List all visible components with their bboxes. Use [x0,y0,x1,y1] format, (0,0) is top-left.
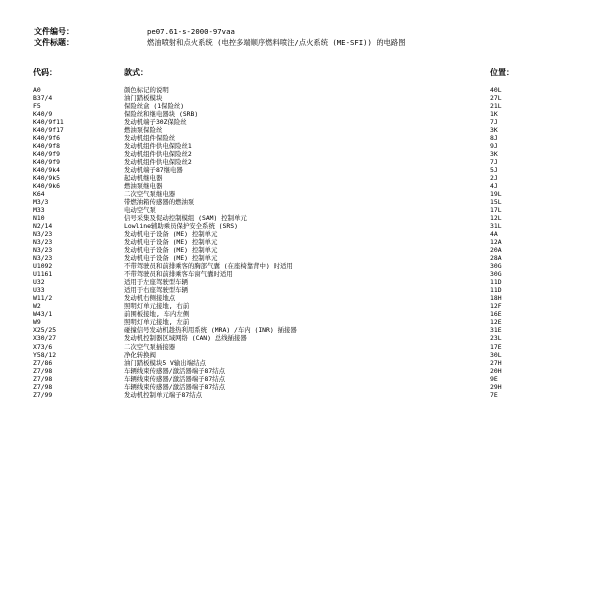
row-text: Lowline辅助乘员保护安全系统 (SRS) [124,222,238,231]
row-position: 12F [490,302,502,311]
row-position: 16E [490,310,502,319]
row-position: 7J [490,118,498,127]
table-row [0,383,602,391]
row-code: K40/9k4 [33,166,60,175]
row-position: 3K [490,126,498,135]
table-row [0,102,602,110]
row-code: X25/25 [33,326,57,335]
table-row [0,262,602,270]
row-text: 油门踏板模块5 V输出端结点 [124,358,206,367]
row-position: 30G [490,270,502,279]
row-code: N3/23 [33,254,53,263]
row-code: Y58/12 [33,350,57,359]
table-row [0,310,602,318]
table-row [0,86,602,94]
row-code: M33 [33,206,45,215]
row-text: 发动机端子30Z保险丝 [124,118,187,127]
row-code: N2/14 [33,222,53,231]
table-row [0,94,602,102]
table-row [0,174,602,182]
table-row [0,222,602,230]
row-text: 发动机组件供电保险丝2 [124,150,192,159]
row-position: 21L [490,102,502,111]
row-code: N3/23 [33,246,53,255]
row-position: 27L [490,94,502,103]
row-code: B37/4 [33,94,53,103]
row-code: K40/9f11 [33,118,64,127]
row-text: 颜色标记的说明 [124,86,169,94]
row-code: W9 [33,318,41,327]
row-code: F5 [33,102,41,111]
row-code: W43/1 [33,310,53,319]
table-row [0,367,602,375]
row-position: 15L [490,198,502,207]
row-code: N10 [33,214,45,223]
row-position: 17L [490,206,502,215]
row-text: 发动机电子设备 (ME) 控制单元 [124,238,218,247]
row-text: 发动机右侧接地点 [124,294,176,303]
row-position: 40L [490,86,502,94]
row-text: 信号采集及促动控制模组 (SAM) 控制单元 [124,214,247,223]
doc-number-label: 文件编号： [34,27,74,36]
column-header-code: 代码： [33,68,57,77]
row-position: 4J [490,182,498,191]
table-row [0,118,602,126]
row-code: K40/9f9 [33,150,60,159]
row-text: 二次空气泵继电器 [124,190,176,199]
table-row [0,343,602,351]
table-row [0,198,602,206]
row-position: 7E [490,390,498,399]
row-position: 4A [490,230,498,239]
row-position: 31E [490,326,502,335]
table-row [0,391,602,399]
table-row [0,126,602,134]
row-code: U33 [33,286,45,295]
table-row [0,318,602,326]
row-position: 8J [490,134,498,143]
row-text: 发动机组件供电保险丝2 [124,158,192,167]
row-code: K40/9f17 [33,126,64,135]
table-row [0,158,602,166]
row-position: 3K [490,150,498,159]
row-code: K40/9k6 [33,182,60,191]
row-code: A0 [33,86,41,94]
table-row [0,142,602,150]
row-text: 净化转换阀 [124,350,156,359]
row-text: 燃油泵保险丝 [124,126,163,135]
table-row [0,230,602,238]
column-header-position: 位置： [490,68,514,77]
table-row [0,294,602,302]
row-code: K40/9k5 [33,174,60,183]
doc-number-value: pe07.61-s-2000-97vaa [147,27,235,36]
table-row [0,359,602,367]
row-position: 9J [490,142,498,151]
row-code: K64 [33,190,45,199]
row-text: 起动机继电器 [124,174,163,183]
table-row [0,134,602,142]
row-code: U32 [33,278,45,287]
row-text: 车辆线束传感器/激活器端子87结点 [124,382,226,391]
row-position: 5J [490,166,498,175]
row-text: 适用于右座驾驶型车辆 [124,286,188,295]
table-row [0,150,602,158]
component-list [0,86,602,399]
row-code: U1092 [33,262,53,271]
table-row [0,286,602,294]
table-row [0,254,602,262]
row-text: 电动空气泵 [124,206,156,215]
row-text: 不带驾驶员和前排乘客的胸部气囊 (在座椅靠背中) 时适用 [124,262,293,271]
row-text: 保险丝和继电器块 (SRB) [124,110,199,119]
row-position: 12E [490,318,502,327]
row-position: 7J [490,158,498,167]
table-row [0,334,602,342]
row-code: K40/9 [33,110,53,119]
row-code: K40/9f9 [33,158,60,167]
row-text: 发动机组件供电保险丝1 [124,142,192,151]
row-text: 带燃油箱传感器的燃油泵 [124,198,195,207]
row-position: 12A [490,238,502,247]
table-row [0,326,602,334]
row-code: Z7/98 [33,374,53,383]
table-row [0,302,602,310]
row-text: 发动机电子设备 (ME) 控制单元 [124,246,218,255]
row-text: 前围板接地, 车内左侧 [124,310,190,319]
row-position: 2J [490,174,498,183]
row-code: Z7/99 [33,390,53,399]
doc-title-label: 文件标题： [34,38,74,47]
table-row [0,246,602,254]
row-code: K40/9f8 [33,142,60,151]
row-text: 发动机组件保险丝 [124,134,176,143]
row-text: 照明灯单元接地, 左前 [124,318,190,327]
row-position: 28A [490,254,502,263]
row-text: 车辆线束传感器/激活器端子87结点 [124,366,226,375]
table-row [0,166,602,174]
row-position: 1K [490,110,498,119]
row-position: 9E [490,374,498,383]
doc-title-value: 燃油喷射和点火系统 (电控多端顺序燃料喷注/点火系统 (ME-SFI)) 的电路图 [147,38,406,47]
row-text: 发动机控制单元端子87结点 [124,390,202,399]
row-position: 11D [490,286,502,295]
row-text: 二次空气泵插接器 [124,342,176,351]
row-text: 不带驾驶员和前排乘客车窗气囊时适用 [124,270,233,279]
row-text: 发动机电子设备 (ME) 控制单元 [124,254,218,263]
row-code: N3/23 [33,230,53,239]
row-code: X30/27 [33,334,57,343]
row-position: 12L [490,214,502,223]
row-position: 30G [490,262,502,271]
row-code: N3/23 [33,238,53,247]
row-position: 20H [490,366,502,375]
row-code: Z7/98 [33,366,53,375]
row-position: 18H [490,294,502,303]
row-text: 发动机端子87继电器 [124,166,183,175]
row-text: 燃油泵继电器 [124,182,163,191]
row-position: 31L [490,222,502,231]
row-text: 油门踏板模块 [124,94,163,103]
table-row [0,278,602,286]
table-row [0,351,602,359]
table-row [0,206,602,214]
row-code: Z7/86 [33,358,53,367]
row-text: 车辆线束传感器/激活器端子87结点 [124,374,226,383]
row-text: 适用于左座驾驶型车辆 [124,278,188,287]
row-code: U1161 [33,270,53,279]
table-row [0,270,602,278]
table-row [0,110,602,118]
row-code: K40/9f6 [33,134,60,143]
row-position: 19L [490,190,502,199]
row-position: 27H [490,358,502,367]
row-position: 30L [490,350,502,359]
row-text: 发动机电子设备 (ME) 控制单元 [124,230,218,239]
row-position: 23L [490,334,502,343]
column-header-text: 款式： [124,68,148,77]
table-row [0,375,602,383]
row-position: 17E [490,342,502,351]
row-position: 29H [490,382,502,391]
row-code: Z7/98 [33,382,53,391]
row-text: 发动机控制器区域网络 (CAN) 总线插接器 [124,334,247,343]
row-code: X73/6 [33,342,53,351]
row-position: 11D [490,278,502,287]
row-text: 照明灯单元接地, 右前 [124,302,190,311]
table-row [0,182,602,190]
table-row [0,214,602,222]
row-code: W11/2 [33,294,53,303]
row-text: 碰撞信号发动机趁热利用系统 (MRA) /车内 (INR) 插接器 [124,326,297,335]
row-code: W2 [33,302,41,311]
row-text: 保险丝盒 (1保险丝) [124,102,185,111]
table-row [0,190,602,198]
table-row [0,238,602,246]
row-position: 20A [490,246,502,255]
row-code: M3/3 [33,198,49,207]
